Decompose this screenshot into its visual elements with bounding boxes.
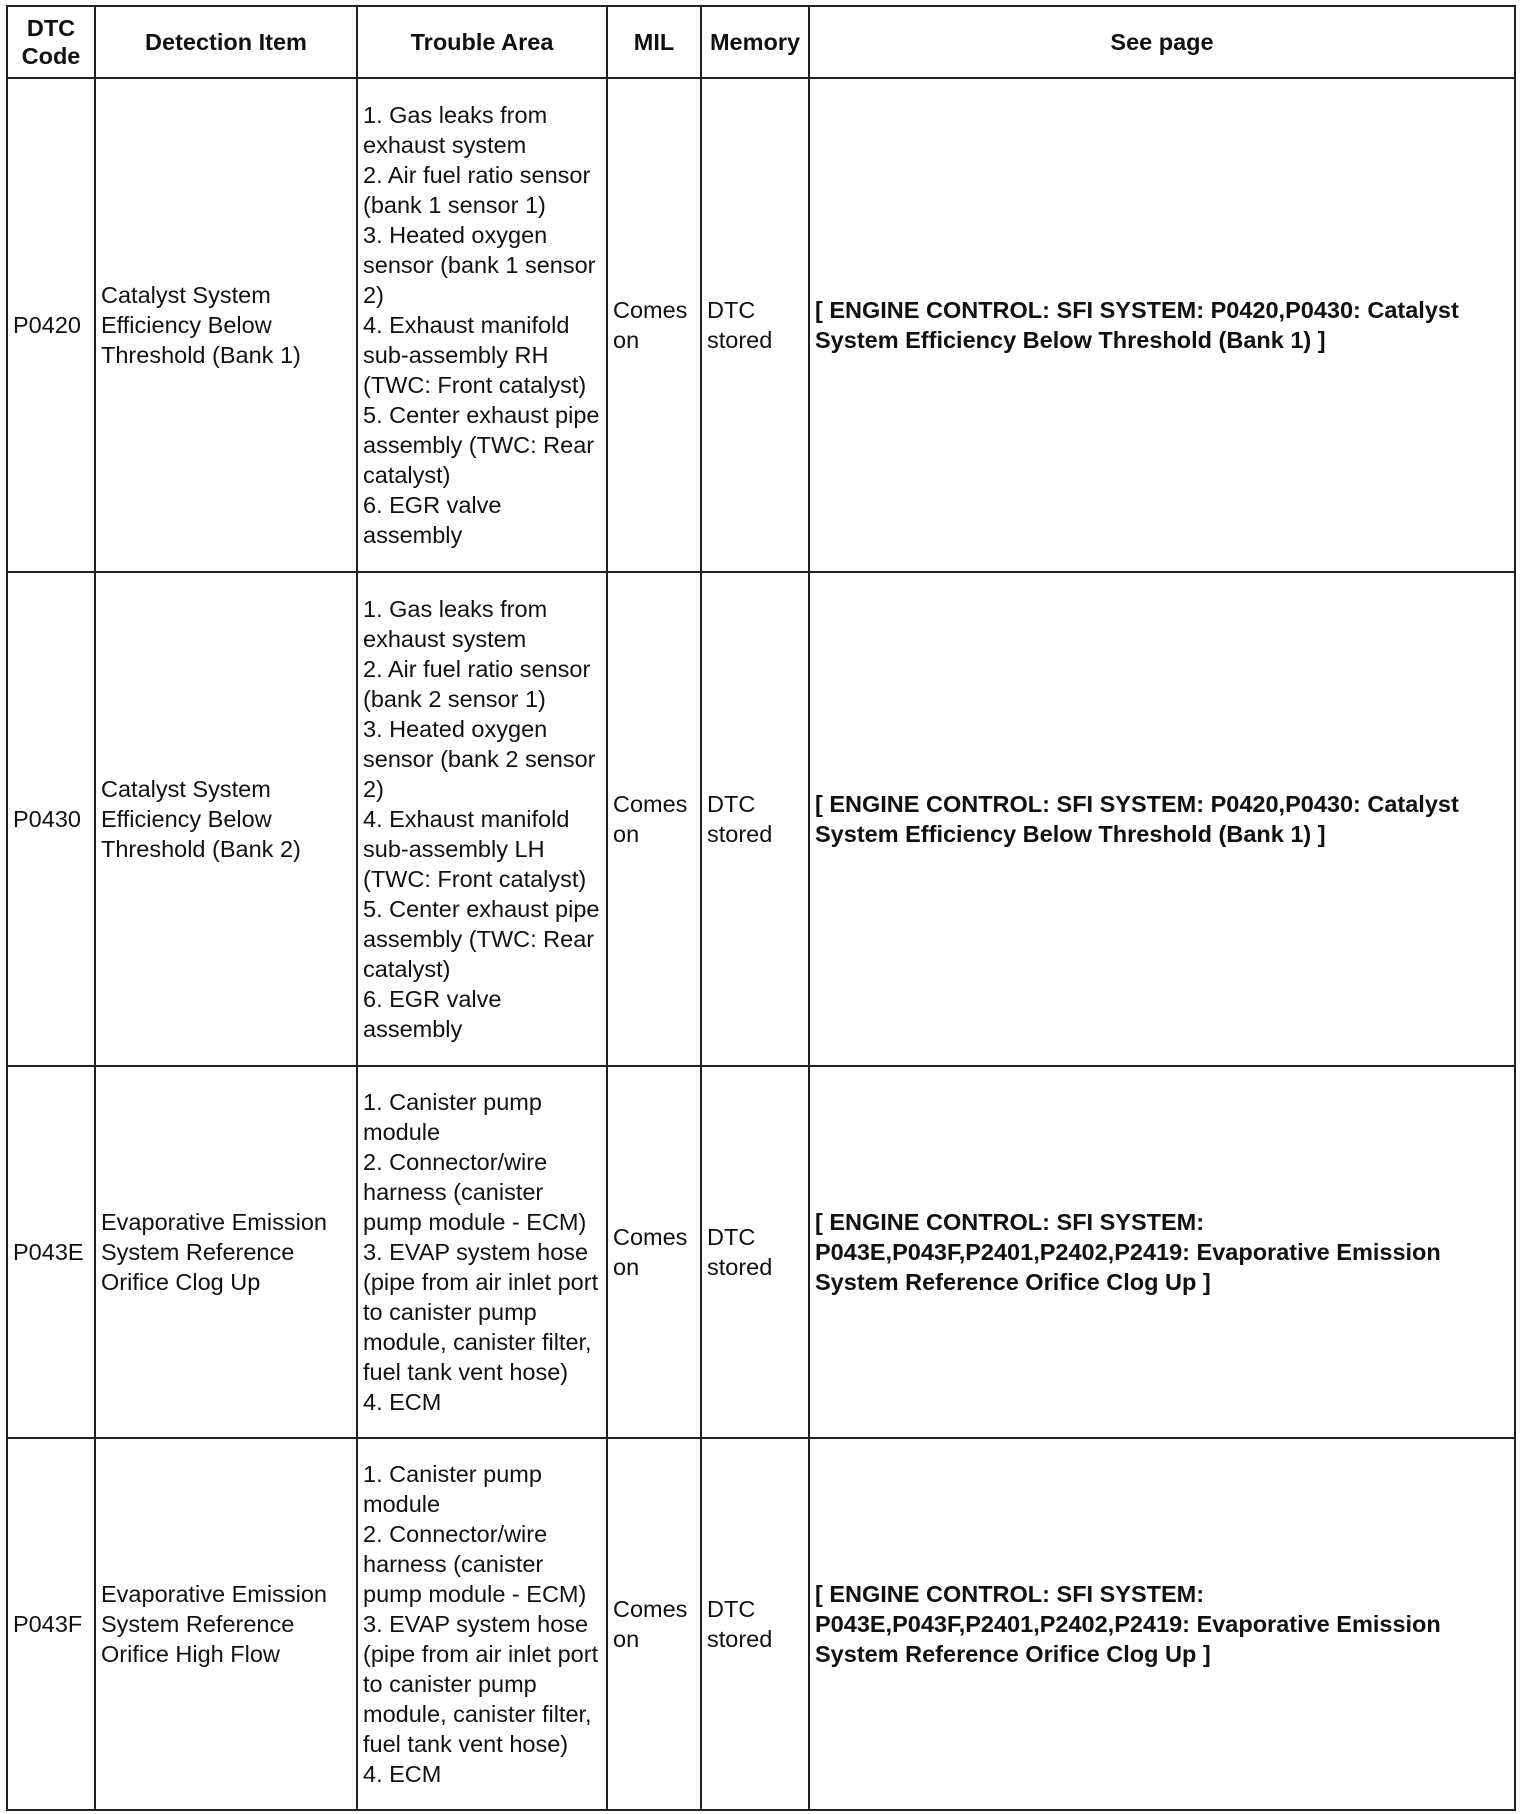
- see-page-cell: [809, 1066, 1515, 1438]
- trouble-area-item: 4. ECM: [363, 1761, 442, 1787]
- trouble-area-cell: [357, 1438, 607, 1810]
- detection-item-cell: Evaporative Emission System Reference Orifice Clog Up: [95, 1066, 357, 1438]
- trouble-area-item: 1. Gas leaks from exhaust system: [363, 102, 548, 158]
- dtc-code-cell: P0430: [7, 572, 95, 1066]
- trouble-area-item: 2. Air fuel ratio sensor (bank 2 sensor 1): [363, 656, 591, 712]
- detection-item-cell: Catalyst System Efficiency Below Threshold (Bank 1): [95, 78, 357, 572]
- trouble-area-cell: [357, 78, 607, 572]
- dtc-code-cell: P043E: [7, 1066, 95, 1438]
- trouble-area-item: 3. Heated oxygen sensor (bank 1 sensor 2): [363, 222, 596, 308]
- trouble-area-item: 3. EVAP system hose (pipe from air inlet port to canister pump module, canister filter, fuel tank vent hose): [363, 1239, 599, 1385]
- trouble-area-item: 6. EGR valve assembly: [363, 986, 502, 1042]
- see-page-link[interactable]: [ ENGINE CONTROL: SFI SYSTEM: P043E,P043F,P2401,P2402,P2419: Evaporative Emission System Reference Orifice Clog Up ]: [815, 1581, 1441, 1667]
- table-row: [7, 572, 1515, 1066]
- trouble-area-item: 5. Center exhaust pipe assembly (TWC: Rear catalyst): [363, 402, 600, 488]
- mil-cell: Comes on: [607, 78, 701, 572]
- header-dtc-code: DTC Code: [7, 6, 95, 78]
- trouble-area-item: 5. Center exhaust pipe assembly (TWC: Rear catalyst): [363, 896, 600, 982]
- see-page-cell: [809, 1438, 1515, 1810]
- table-header-row: [7, 6, 1515, 78]
- mil-cell: Comes on: [607, 572, 701, 1066]
- dtc-table: [6, 5, 1516, 1811]
- see-page-link[interactable]: [ ENGINE CONTROL: SFI SYSTEM: P043E,P043F,P2401,P2402,P2419: Evaporative Emission System Reference Orifice Clog Up ]: [815, 1209, 1441, 1295]
- mil-cell: Comes on: [607, 1438, 701, 1810]
- trouble-area-item: 4. Exhaust manifold sub-assembly RH (TWC: Front catalyst): [363, 312, 587, 398]
- table-row: [7, 1438, 1515, 1810]
- detection-item-cell: Evaporative Emission System Reference Orifice High Flow: [95, 1438, 357, 1810]
- trouble-area-item: 2. Air fuel ratio sensor (bank 1 sensor 1): [363, 162, 591, 218]
- trouble-area-cell: [357, 572, 607, 1066]
- dtc-code-cell: P0420: [7, 78, 95, 572]
- header-trouble-area: Trouble Area: [357, 6, 607, 78]
- see-page-cell: [809, 572, 1515, 1066]
- mil-cell: Comes on: [607, 1066, 701, 1438]
- memory-cell: DTC stored: [701, 78, 809, 572]
- table-row: [7, 78, 1515, 572]
- memory-cell: DTC stored: [701, 1066, 809, 1438]
- trouble-area-item: 3. EVAP system hose (pipe from air inlet port to canister pump module, canister filter, fuel tank vent hose): [363, 1611, 599, 1757]
- trouble-area-item: 4. ECM: [363, 1389, 442, 1415]
- trouble-area-item: 2. Connector/wire harness (canister pump module - ECM): [363, 1149, 587, 1235]
- see-page-link[interactable]: [ ENGINE CONTROL: SFI SYSTEM: P0420,P0430: Catalyst System Efficiency Below Threshold (Bank 1) ]: [815, 297, 1459, 353]
- trouble-area-item: 1. Gas leaks from exhaust system: [363, 596, 548, 652]
- memory-cell: DTC stored: [701, 1438, 809, 1810]
- trouble-area-cell: [357, 1066, 607, 1438]
- table-row: [7, 1066, 1515, 1438]
- trouble-area-item: 1. Canister pump module: [363, 1461, 542, 1517]
- see-page-link[interactable]: [ ENGINE CONTROL: SFI SYSTEM: P0420,P0430: Catalyst System Efficiency Below Threshold (Bank 1) ]: [815, 791, 1459, 847]
- trouble-area-item: 3. Heated oxygen sensor (bank 2 sensor 2): [363, 716, 596, 802]
- memory-cell: DTC stored: [701, 572, 809, 1066]
- see-page-cell: [809, 78, 1515, 572]
- trouble-area-item: 6. EGR valve assembly: [363, 492, 502, 548]
- header-detection-item: Detection Item: [95, 6, 357, 78]
- trouble-area-item: 1. Canister pump module: [363, 1089, 542, 1145]
- header-see-page: See page: [809, 6, 1515, 78]
- detection-item-cell: Catalyst System Efficiency Below Threshold (Bank 2): [95, 572, 357, 1066]
- trouble-area-item: 4. Exhaust manifold sub-assembly LH (TWC: Front catalyst): [363, 806, 587, 892]
- header-mil: MIL: [607, 6, 701, 78]
- header-memory: Memory: [701, 6, 809, 78]
- trouble-area-item: 2. Connector/wire harness (canister pump module - ECM): [363, 1521, 587, 1607]
- dtc-code-cell: P043F: [7, 1438, 95, 1810]
